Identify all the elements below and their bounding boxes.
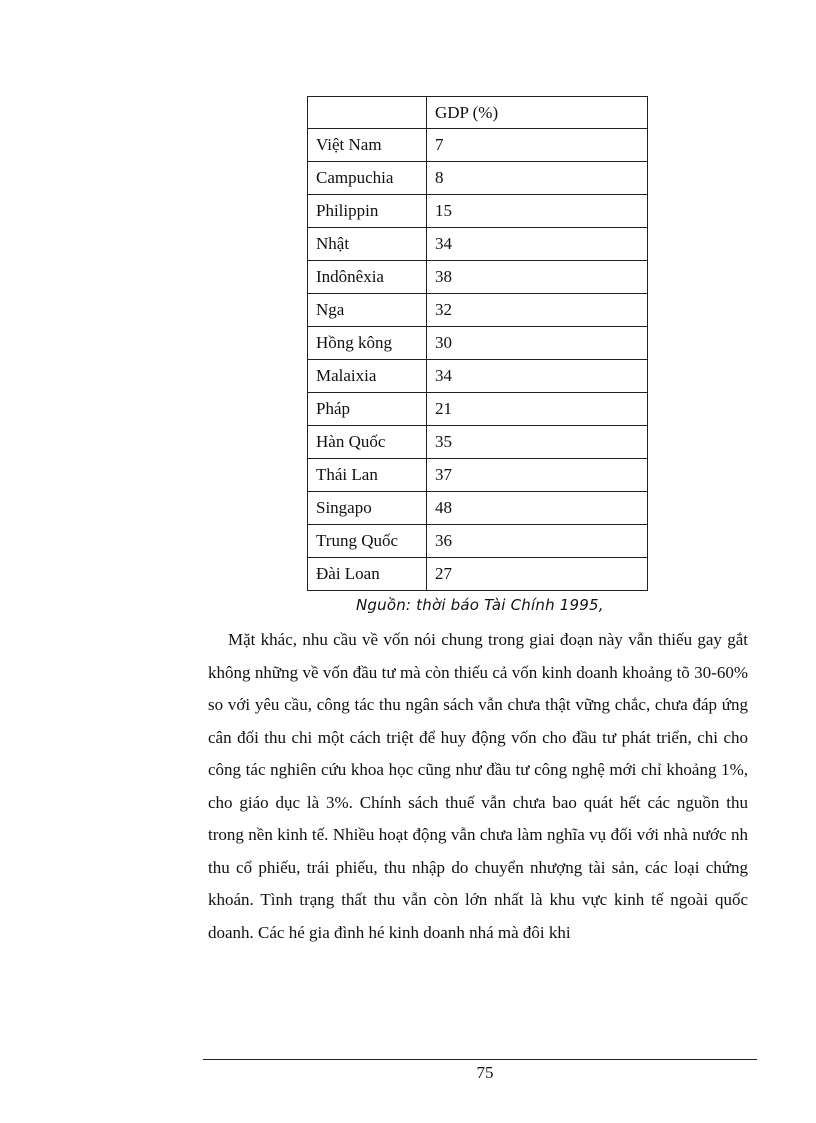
header-cell-country <box>308 97 427 129</box>
table-row <box>308 327 648 360</box>
paragraph-text: Mặt khác, nhu cầu về vốn nói chung trong giai đoạn này vẫn thiếu gay gắt không những về vốn đầu tư mà còn thiếu cả vốn kinh doanh khoảng tõ 30-60% so với yêu cầu, công tác thu ngân sách vẫn chưa thật vững chắc, chưa đáp ứng cân đối thu chi một cách triệt để huy động vốn cho đầu tư phát triển, chi cho công tác nghiên cứu khoa học cũng như đầu tư công nghệ mới chỉ khoảng 1%, cho giáo dục là 3%. Chính sách thuế vẫn chưa bao quát hết các nguồn thu trong nền kinh tế. Nhiều hoạt động vẫn chưa làm nghĩa vụ đối với nhà nước nh thu cổ phiếu, trái phiếu, thu nhập do chuyển nhượng tài sản, các loại chứng khoán. Tình trạng thất thu vẫn còn lớn nhất là khu vực kinh tế ngoài quốc doanh. Các hé gia đình hé kinh doanh nhá mà đôi khi <box>208 630 748 942</box>
source-caption: Nguồn: thời báo Tài Chính 1995, <box>356 596 604 614</box>
country-cell: Singapo <box>308 492 427 525</box>
gdp-value-cell: 35 <box>427 426 648 459</box>
gdp-value-cell: 34 <box>427 228 648 261</box>
table-row <box>308 426 648 459</box>
table-row <box>308 228 648 261</box>
table-row <box>308 162 648 195</box>
country-cell: Pháp <box>308 393 427 426</box>
page-number: 75 <box>476 1063 494 1082</box>
table-row <box>308 360 648 393</box>
country-cell: Việt Nam <box>308 129 427 162</box>
country-cell: Hồng kông <box>308 327 427 360</box>
table-row <box>308 459 648 492</box>
gdp-value-cell: 34 <box>427 360 648 393</box>
country-cell: Philippin <box>308 195 427 228</box>
table-row <box>308 525 648 558</box>
gdp-value-cell: 38 <box>427 261 648 294</box>
table-row <box>308 129 648 162</box>
gdp-value-cell: 30 <box>427 327 648 360</box>
gdp-table-body <box>308 97 648 591</box>
header-cell-gdp: GDP (%) <box>427 97 648 129</box>
gdp-value-cell: 8 <box>427 162 648 195</box>
gdp-value-cell: 32 <box>427 294 648 327</box>
body-paragraph <box>208 624 748 949</box>
gdp-value-cell: 15 <box>427 195 648 228</box>
country-cell: Indônêxia <box>308 261 427 294</box>
gdp-value-cell: 48 <box>427 492 648 525</box>
gdp-value-cell: 7 <box>427 129 648 162</box>
country-cell: Nhật <box>308 228 427 261</box>
country-cell: Hàn Quốc <box>308 426 427 459</box>
table-header-row <box>308 97 648 129</box>
footer-rule <box>203 1059 757 1060</box>
table-row <box>308 261 648 294</box>
gdp-table <box>307 96 648 591</box>
country-cell: Malaixia <box>308 360 427 393</box>
gdp-value-cell: 21 <box>427 393 648 426</box>
country-cell: Thái Lan <box>308 459 427 492</box>
country-cell: Trung Quốc <box>308 525 427 558</box>
country-cell: Nga <box>308 294 427 327</box>
gdp-value-cell: 36 <box>427 525 648 558</box>
country-cell: Campuchia <box>308 162 427 195</box>
table-row <box>308 492 648 525</box>
table-row <box>308 294 648 327</box>
country-cell: Đài Loan <box>308 558 427 591</box>
table-row <box>308 195 648 228</box>
gdp-value-cell: 37 <box>427 459 648 492</box>
table-row <box>308 393 648 426</box>
gdp-value-cell: 27 <box>427 558 648 591</box>
table-row <box>308 558 648 591</box>
